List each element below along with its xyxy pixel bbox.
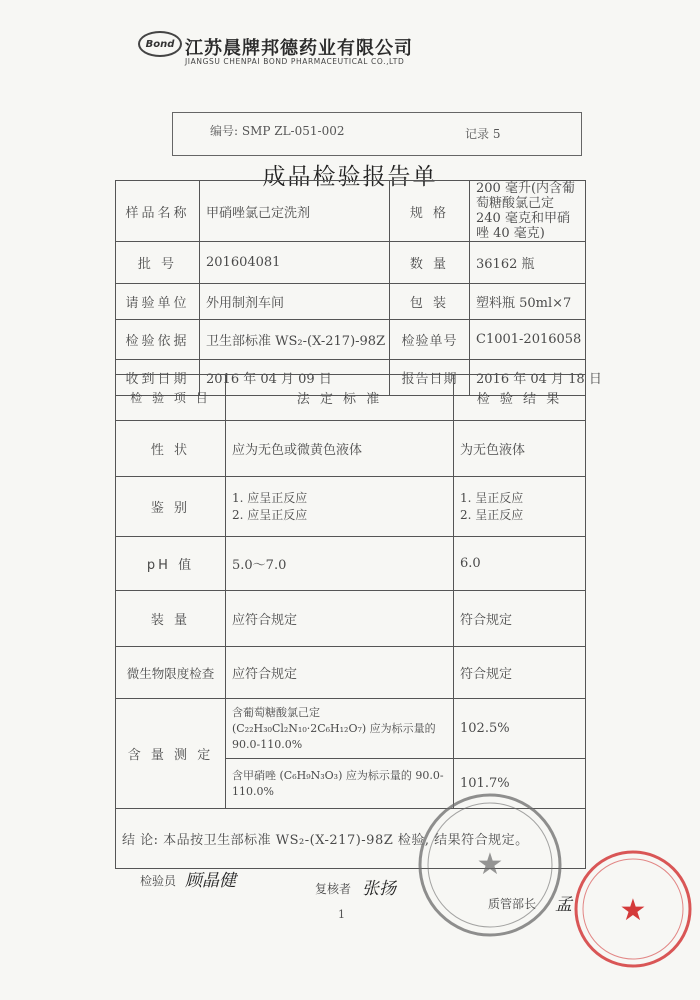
company-name: 江苏晨牌邦德药业有限公司 (185, 38, 413, 59)
spec-label: 规 格 (390, 181, 470, 242)
item-microbial: 微生物限度检查 (116, 647, 226, 699)
item-fill: 装 量 (116, 591, 226, 647)
standard-ph: 5.0～7.0 (226, 537, 454, 591)
batch-label: 批 号 (116, 242, 200, 284)
standard-identification: 1. 应呈正反应 2. 应呈正反应 (226, 477, 454, 537)
sample-name-value: 甲硝唑氯己定洗剂 (200, 181, 390, 242)
report-no-value: C1001-2016058 (470, 320, 586, 360)
document-code: 编号: SMP ZL-051-002 (210, 124, 345, 138)
col-item-header: 检 验 项 目 (116, 375, 226, 421)
standard-assay-chlorhexidine: 含葡萄糖酸氯己定 (C₂₂H₃₀Cl₂N₁₀·2C₆H₁₂O₇) 应为标示量的 90.0-110.0% (226, 699, 454, 759)
company-english-name: JIANGSU CHENPAI BOND PHARMACEUTICAL CO.,LTD (185, 57, 405, 66)
reviewer-signature: 张扬 (362, 879, 396, 899)
quantity-label: 数 量 (390, 242, 470, 284)
package-value: 塑料瓶 50ml×7 (470, 284, 586, 320)
sample-name-label: 样品名称 (116, 181, 200, 242)
result-assay-chlorhexidine: 102.5% (454, 699, 586, 759)
qa-manager-label: 质管部长 (488, 897, 537, 911)
dept-label: 请验单位 (116, 284, 200, 320)
company-quality-seal (415, 790, 565, 940)
item-assay: 含 量 测 定 (116, 699, 226, 809)
inspector-label: 检验员 (140, 874, 177, 888)
item-ph: pH 值 (116, 537, 226, 591)
svg-text:★: ★ (619, 893, 647, 928)
result-row-appearance (116, 421, 586, 477)
record-number: 记录 5 (465, 127, 501, 141)
item-appearance: 性 状 (116, 421, 226, 477)
basis-value: 卫生部标准 WS₂-(X-217)-98Z (200, 320, 390, 360)
result-row-fill (116, 591, 586, 647)
spec-value: 200 毫升(内含葡萄糖酸氯己定 240 毫克和甲硝唑 40 毫克) (470, 181, 586, 242)
dept-value: 外用制剂车间 (200, 284, 390, 320)
report-date-value: 2016 年 04 月 18 日 (470, 360, 586, 396)
conclusion-text: 结 论: 本品按卫生部标准 WS₂-(X-217)-98Z 检验, 结果符合规定。 (116, 809, 586, 869)
batch-value: 201604081 (200, 242, 390, 284)
report-title: 成品检验报告单 (262, 164, 438, 190)
col-result-header: 检 验 结 果 (454, 375, 586, 421)
quantity-value: 36162 瓶 (470, 242, 586, 284)
info-row-batch (116, 242, 586, 284)
inspector-signature: 顾晶健 (185, 871, 236, 891)
page-mark: 1 (338, 908, 345, 921)
result-fill: 符合规定 (454, 591, 586, 647)
sample-info-table (115, 180, 602, 396)
info-row-basis (116, 320, 586, 360)
company-logo: Bond (138, 31, 182, 57)
result-ph: 6.0 (454, 537, 586, 591)
item-identification: 鉴 别 (116, 477, 226, 537)
result-row-microbial (116, 647, 586, 699)
result-identification: 1. 呈正反应 2. 呈正反应 (454, 477, 586, 537)
result-row-identification (116, 477, 586, 537)
result-row-ph (116, 537, 586, 591)
received-label: 收到日期 (116, 360, 200, 396)
result-row-assay-1 (116, 699, 586, 759)
info-row-dept (116, 284, 586, 320)
received-value: 2016 年 04 月 09 日 (200, 360, 390, 396)
standard-fill: 应符合规定 (226, 591, 454, 647)
reviewer-label: 复核者 (315, 882, 352, 896)
col-standard-header: 法 定 标 准 (226, 375, 454, 421)
basis-label: 检验依据 (116, 320, 200, 360)
info-row-name (116, 181, 586, 242)
report-no-label: 检验单号 (390, 320, 470, 360)
svg-text:★: ★ (476, 847, 504, 882)
hospital-quality-seal (572, 848, 694, 970)
standard-microbial: 应符合规定 (226, 647, 454, 699)
result-assay-metronidazole: 101.7% (454, 759, 586, 809)
qa-manager-signature: 孟 (555, 895, 572, 915)
standard-appearance: 应为无色或微黄色液体 (226, 421, 454, 477)
results-header-row (116, 375, 586, 421)
standard-assay-metronidazole: 含甲硝唑 (C₆H₉N₃O₃) 应为标示量的 90.0-110.0% (226, 759, 454, 809)
result-appearance: 为无色液体 (454, 421, 586, 477)
package-label: 包 装 (390, 284, 470, 320)
report-date-label: 报告日期 (390, 360, 470, 396)
result-microbial: 符合规定 (454, 647, 586, 699)
